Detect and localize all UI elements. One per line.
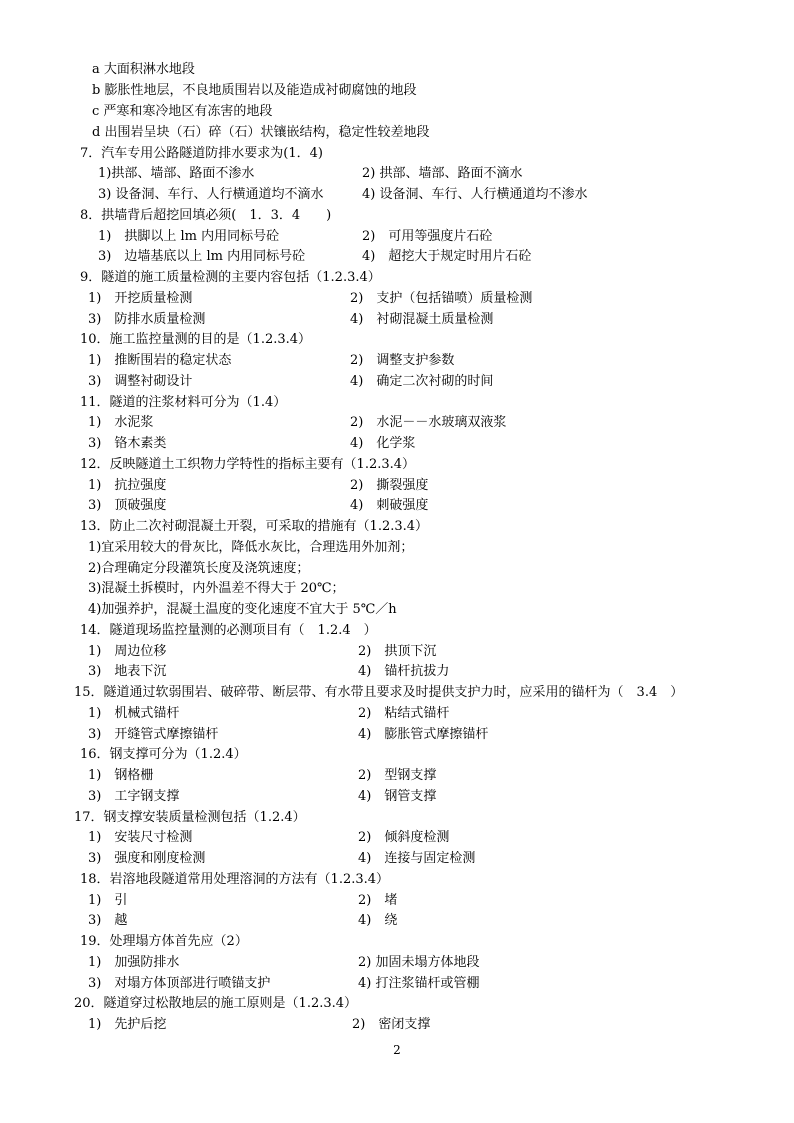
option-line: 2) 拱部、墙部、路面不滴水	[362, 166, 523, 181]
option-line: 4) 化学浆	[350, 436, 416, 451]
option-line: 3) 工字钢支撑	[88, 789, 180, 804]
option-line: 1) 安装尺寸检测	[88, 830, 193, 845]
option-line: 3) 防排水质量检测	[88, 312, 206, 327]
option-line: 1) 先护后挖	[88, 1017, 167, 1032]
option-line: b 膨胀性地层，不良地质围岩以及能造成衬砌腐蚀的地段	[92, 83, 417, 98]
option-line: 1) 推断围岩的稳定状态	[88, 353, 232, 368]
question-stem: 11．隧道的注浆材料可分为（1.4）	[80, 395, 287, 410]
option-line: 4) 绕	[358, 913, 398, 928]
option-line: 3) 地表下沉	[88, 664, 167, 679]
option-line: 3) 强度和刚度检测	[88, 851, 206, 866]
option-line: 1) 引	[88, 893, 128, 908]
measure-line: 2)合理确定分段灌筑长度及浇筑速度；	[88, 561, 310, 576]
option-line: 3) 设备洞、车行、人行横通道均不滴水	[98, 187, 324, 202]
option-line: 2) 水泥－－水玻璃双液浆	[350, 415, 507, 430]
option-line: 4) 确定二次衬砌的时间	[350, 374, 494, 389]
option-line: 1) 拱脚以上 lm 内用同标号砼	[98, 229, 280, 244]
question-stem: 19．处理塌方体首先应（2）	[80, 934, 248, 949]
option-line: 3) 开缝管式摩擦锚杆	[88, 727, 219, 742]
option-line: 2) 撕裂强度	[350, 478, 429, 493]
option-line: c 严寒和寒冷地区有冻害的地段	[92, 104, 273, 119]
option-line: 3) 调整衬砌设计	[88, 374, 193, 389]
option-line: 4) 衬砌混凝土质量检测	[350, 312, 494, 327]
option-line: 4) 锚杆抗拔力	[358, 664, 450, 679]
option-line: 4) 设备洞、车行、人行横通道均不渗水	[362, 187, 588, 202]
option-line: 3) 对塌方体顶部进行喷锚支护	[88, 976, 271, 991]
option-line: 2) 拱顶下沉	[358, 644, 437, 659]
option-line: 2) 倾斜度检测	[358, 830, 450, 845]
option-line: 2) 粘结式锚杆	[358, 706, 450, 721]
option-line: 2) 加固未塌方体地段	[358, 955, 480, 970]
option-line: a 大面积淋水地段	[92, 62, 195, 77]
option-line: 1) 加强防排水	[88, 955, 180, 970]
option-line: d 出围岩呈块（石）碎（石）状镶嵌结构，稳定性较差地段	[92, 125, 430, 140]
question-stem: 15．隧道通过软弱围岩、破碎带、断层带、有水带且要求及时提供支护力时，应采用的锚杆为（ 3.4 ）	[74, 685, 684, 700]
option-line: 1) 开挖质量检测	[88, 291, 193, 306]
option-line: 4) 连接与固定检测	[358, 851, 476, 866]
option-line: 1)拱部、墙部、路面不渗水	[98, 166, 255, 181]
option-line: 2) 型钢支撑	[358, 768, 437, 783]
question-stem: 10．施工监控量测的目的是（1.2.3.4）	[80, 332, 312, 347]
option-line: 4) 膨胀管式摩擦锚杆	[358, 727, 489, 742]
option-line: 2) 可用等强度片石砼	[362, 229, 493, 244]
option-line: 1) 水泥浆	[88, 415, 154, 430]
option-line: 4) 超挖大于规定时用片石砼	[362, 249, 532, 264]
question-stem: 9．隧道的施工质量检测的主要内容包括（1.2.3.4）	[80, 270, 381, 285]
page-number: 2	[393, 1043, 401, 1057]
question-stem: 20．隧道穿过松散地层的施工原则是（1.2.3.4）	[74, 996, 358, 1011]
option-line: 3) 越	[88, 913, 128, 928]
option-line: 2) 调整支护参数	[350, 353, 455, 368]
measure-line: 4)加强养护，混凝土温度的变化速度不宜大于 5℃／h	[88, 602, 397, 617]
measure-line: 1)宜采用较大的骨灰比，降低水灰比，合理选用外加剂；	[88, 540, 414, 555]
question-stem: 12．反映隧道土工织物力学特性的指标主要有（1.2.3.4）	[80, 457, 416, 472]
option-line: 2) 堵	[358, 893, 398, 908]
option-line: 1) 钢格栅	[88, 768, 154, 783]
option-line: 3) 顶破强度	[88, 498, 167, 513]
question-stem: 17．钢支撑安装质量检测包括（1.2.4）	[74, 810, 306, 825]
question-stem: 14．隧道现场监控量测的必测项目有（ 1.2.4 ）	[80, 623, 377, 638]
question-stem: 16．钢支撑可分为（1.2.4）	[80, 747, 247, 762]
option-line: 1) 抗拉强度	[88, 478, 167, 493]
option-line: 3) 边墙基底以上 lm 内用同标号砼	[98, 249, 306, 264]
question-stem: 7．汽车专用公路隧道防排水要求为(1．4)	[80, 146, 323, 161]
option-line: 2) 密闭支撑	[352, 1017, 431, 1032]
option-line: 1) 机械式锚杆	[88, 706, 180, 721]
measure-line: 3)混凝土拆模时，内外温差不得大于 20℃；	[88, 581, 345, 596]
option-line: 4) 钢管支撑	[358, 789, 437, 804]
question-stem: 8．拱墙背后超挖回填必须( 1．3．4 )	[80, 208, 332, 223]
option-line: 1) 周边位移	[88, 644, 167, 659]
option-line: 2) 支护（包括锚喷）质量检测	[350, 291, 533, 306]
option-line: 4) 打注浆锚杆或管棚	[358, 976, 480, 991]
question-stem: 13．防止二次衬砌混凝土开裂，可采取的措施有（1.2.3.4）	[80, 519, 429, 534]
option-line: 4) 刺破强度	[350, 498, 429, 513]
question-stem: 18．岩溶地段隧道常用处理溶洞的方法有（1.2.3.4）	[80, 872, 390, 887]
option-line: 3) 铬木素类	[88, 436, 167, 451]
